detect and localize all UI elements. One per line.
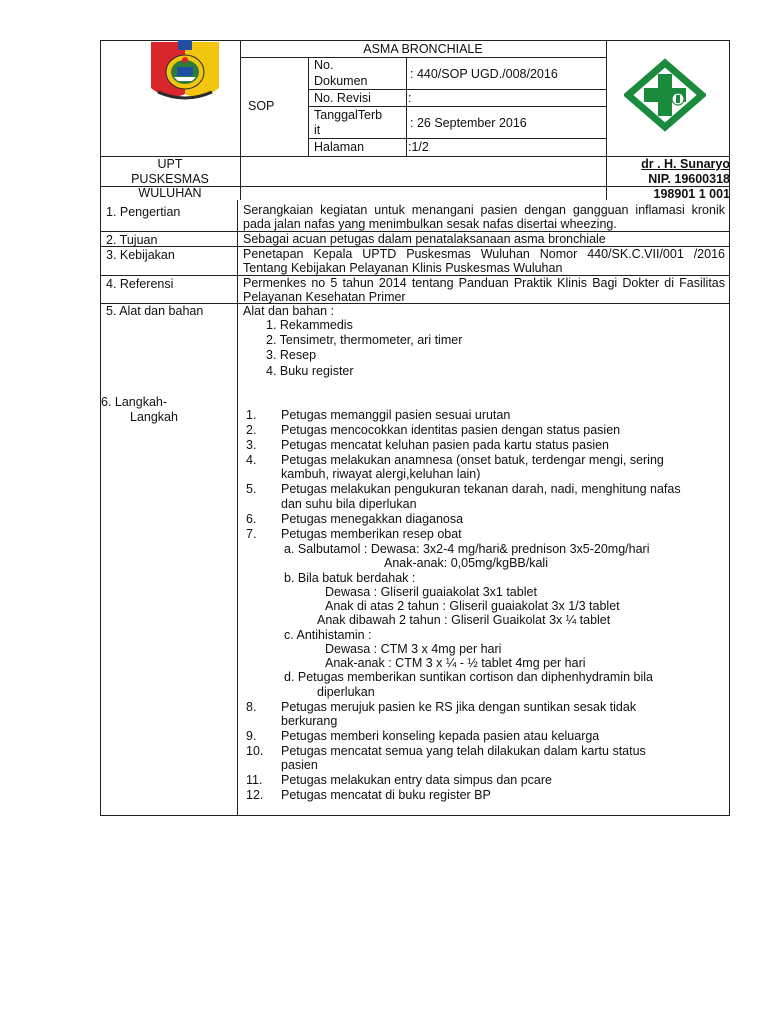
step-text: dan suhu bila diperlukan	[281, 497, 417, 511]
step-text: Petugas menegakkan diaganosa	[281, 512, 464, 526]
section-label-referensi: 4. Referensi	[106, 277, 174, 291]
puskesmas-logo-icon	[624, 58, 706, 132]
step-text: Petugas memberikan resep obat	[281, 527, 462, 541]
row-label-no-revisi: No. Revisi	[314, 91, 371, 105]
row-label-halaman: Halaman	[314, 140, 365, 154]
alat-item: 4. Buku register	[266, 364, 354, 378]
sub-item: diperlukan	[317, 685, 375, 699]
step-text: kambuh, riwayat alergi,keluhan lain)	[281, 467, 481, 481]
sub-item: Dewasa : Gliseril guaiakolat 3x1 tablet	[325, 585, 537, 599]
sub-item: Anak-anak : CTM 3 x ¼ - ½ tablet 4mg per hari	[325, 656, 586, 670]
alat-item: 1. Rekammedis	[266, 318, 353, 332]
title-underline	[240, 57, 606, 58]
col-divider-logo	[240, 40, 241, 200]
step-number: 11.	[246, 773, 263, 787]
org-line-puskesmas: PUSKESMAS	[131, 172, 209, 186]
step-number: 9.	[246, 729, 257, 743]
sub-item: Anak dibawah 2 tahun : Gliseril Guaikolat 3x ¼ tablet	[317, 613, 611, 627]
alat-item: 3. Resep	[266, 348, 317, 362]
row-line-3	[308, 138, 606, 139]
step-number: 4.	[246, 453, 257, 467]
alat-item: 2. Tensimetr, thermometer, ari timer	[266, 333, 463, 347]
step-number: 8.	[246, 700, 257, 714]
step-text: Petugas merujuk pasien ke RS jika dengan suntikan sesak tidak	[281, 700, 637, 714]
step-text: Petugas melakukan entry data simpus dan pcare	[281, 773, 552, 787]
section-text-kebijakan: Penetapan Kepala UPTD Puskesmas Wuluhan Nomor 440/SK.C.VII/001 /2016 Tentang Kebijakan Pelayanan Klinis Puskesmas Wuluhan	[243, 247, 725, 275]
section-text-pengertian: Serangkaian kegiatan untuk menangani pasien dengan gangguan inflamasi kronik pada jalan nafas yang menimbulkan sesak nafas disertai wheezing.	[243, 203, 725, 231]
section-label-kebijakan: 3. Kebijakan	[106, 248, 175, 262]
row-label-no-dokumen: No.	[314, 58, 334, 72]
sub-item: c. Antihistamin :	[284, 628, 372, 642]
row-label-tanggal-2: it	[314, 123, 321, 137]
sub-item: b. Bila batuk berdahak :	[284, 571, 416, 585]
border-bottom	[100, 815, 730, 816]
signer-name: dr . H. Sunaryo	[641, 157, 730, 171]
step-number: 6.	[246, 512, 257, 526]
sub-item: a. Salbutamol : Dewasa: 3x2-4 mg/hari& prednison 3x5-20mg/hari	[284, 542, 650, 556]
body-col-divider	[237, 200, 238, 815]
row-value-no-revisi: :	[408, 91, 412, 105]
row-label-tanggal: TanggalTerb	[314, 108, 383, 122]
row-value-halaman: :1/2	[408, 140, 429, 154]
step-number: 7.	[246, 527, 257, 541]
step-number: 1.	[246, 408, 257, 422]
signer-nip-1: NIP. 19600318	[648, 172, 730, 186]
document-title: ASMA BRONCHIALE	[363, 42, 483, 56]
sub-item: d. Petugas memberikan suntikan cortison dan diphenhydramin bila	[284, 670, 653, 684]
row-line-1	[308, 89, 606, 90]
sub-item: Anak-anak: 0,05mg/kgBB/kali	[384, 556, 548, 570]
step-text: pasien	[281, 758, 318, 772]
row-value-no-dokumen: : 440/SOP UGD./008/2016	[410, 67, 558, 81]
section-text-referensi: Permenkes no 5 tahun 2014 tentang Panduan Praktik Klinis Bagi Dokter di Fasilitas Pelayanan Kesehatan Primer	[243, 276, 725, 304]
sub-item: Anak di atas 2 tahun : Gliseril guaiakolat 3x 1/3 tablet	[325, 599, 620, 613]
step-text: berkurang	[281, 714, 338, 728]
section-label-langkah: 6. Langkah-	[101, 395, 168, 409]
row-value-tanggal: : 26 September 2016	[410, 116, 527, 130]
step-text: Petugas memberi konseling kepada pasien atau keluarga	[281, 729, 600, 743]
section-label-tujuan: 2. Tujuan	[106, 233, 158, 247]
section-label-alat: 5. Alat dan bahan	[106, 304, 204, 318]
step-number: 5.	[246, 482, 257, 496]
step-number: 10.	[246, 744, 264, 758]
step-text: Petugas mencatat di buku register BP	[281, 788, 491, 802]
sop-label: SOP	[248, 99, 275, 113]
step-text: Petugas melakukan pengukuran tekanan darah, nadi, menghitung nafas	[281, 482, 681, 496]
step-number: 3.	[246, 438, 257, 452]
step-number: 12.	[246, 788, 264, 802]
step-text: Petugas mencocokkan identitas pasien dengan status pasien	[281, 423, 621, 437]
step-text: Petugas memanggil pasien sesuai urutan	[281, 408, 511, 422]
row-label-no-dokumen-2: Dokumen	[314, 74, 368, 88]
org-line-upt: UPT	[157, 157, 183, 171]
section-label-pengertian: 1. Pengertian	[106, 205, 181, 219]
section-text-tujuan: Sebagai acuan petugas dalam penatalaksanaan asma bronchiale	[243, 232, 606, 246]
signer-nip-2: 198901 1 001	[653, 187, 730, 201]
step-text: Petugas mencatat semua yang telah dilakukan dalam kartu status	[281, 744, 646, 758]
section-label-langkah-2: Langkah	[130, 410, 178, 424]
step-text: Petugas mencatat keluhan pasien pada kartu status pasien	[281, 438, 609, 452]
regency-emblem-icon	[148, 40, 222, 106]
step-text: Petugas melakukan anamnesa (onset batuk, terdengar mengi, sering	[281, 453, 664, 467]
org-line-wuluhan: WULUHAN	[138, 186, 202, 200]
row-line-2	[308, 106, 606, 107]
alat-intro: Alat dan bahan :	[243, 304, 335, 318]
sub-item: Dewasa : CTM 3 x 4mg per hari	[325, 642, 502, 656]
step-number: 2.	[246, 423, 257, 437]
